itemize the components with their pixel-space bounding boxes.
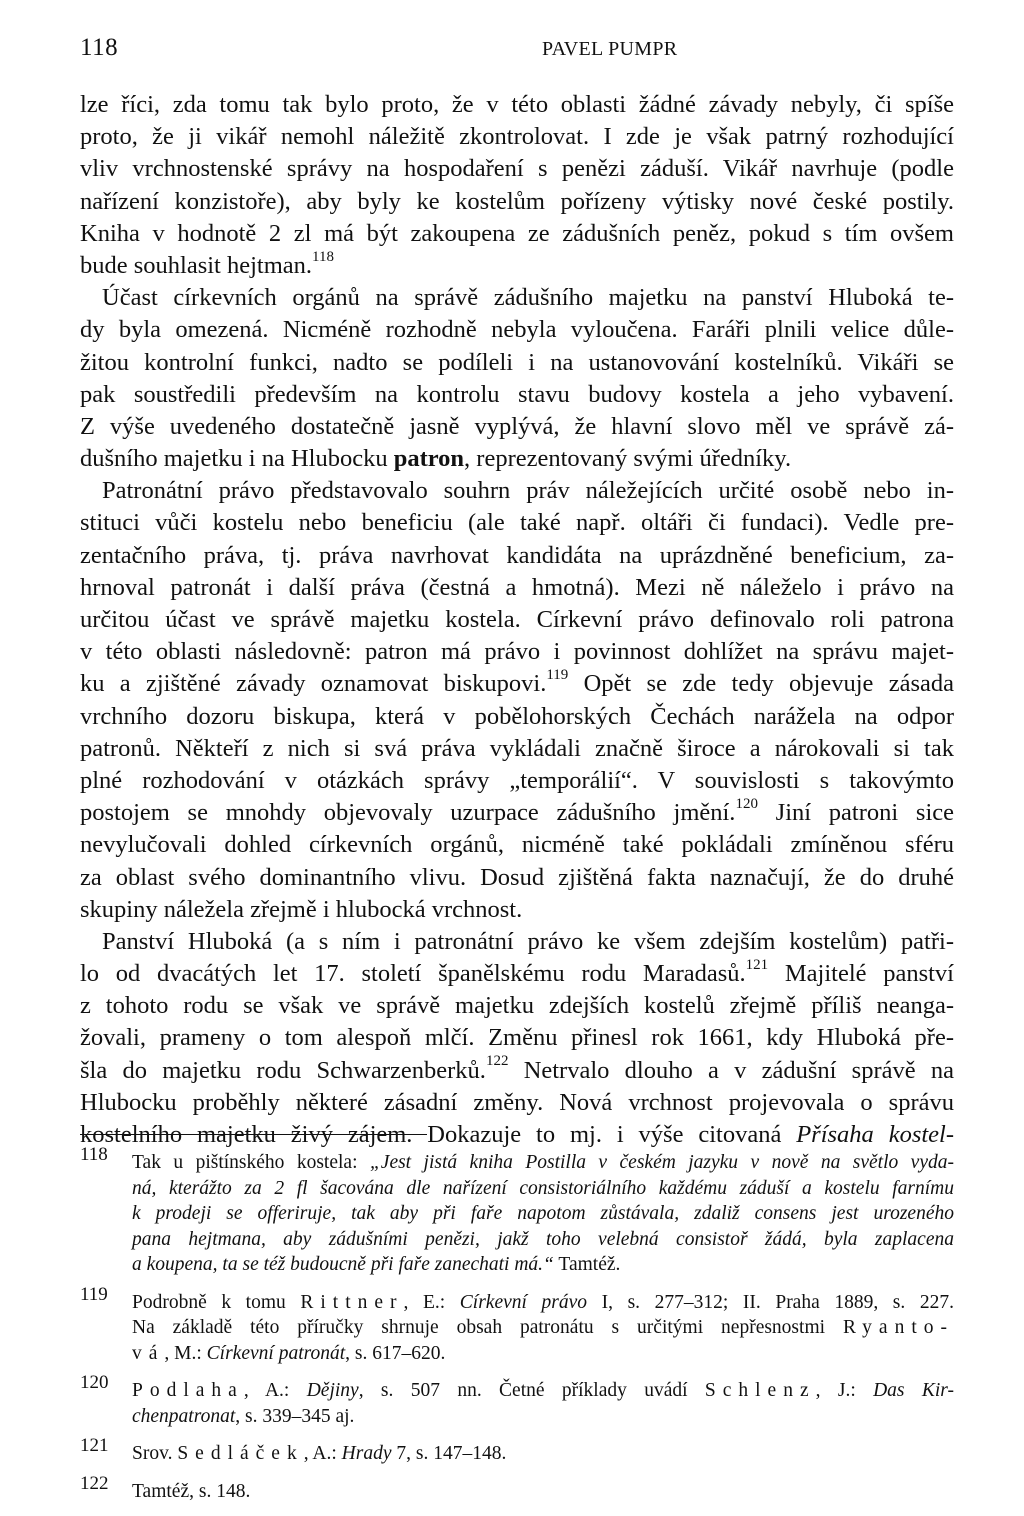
footnote-text: Podrobně k tomu (132, 1291, 301, 1313)
text-line: nařízení konzistoře), aby byly ke kostelům pořízeny výtisky nové české postily. (80, 187, 954, 215)
text-line: Kniha v hodnotě 2 zl má být zakoupena ze zádušních peněz, pokud s tím ovšem (80, 219, 954, 247)
running-head: PAVEL PUMPR (542, 38, 678, 60)
footnote-number: 118 (80, 1144, 108, 1165)
footnote-line (132, 1227, 954, 1253)
footnote-text: , J.: (815, 1380, 874, 1401)
work-title: Církevní právo (459, 1291, 588, 1313)
text-segment: kostelního majetku živý zájem. Dokazuje to mj. i výše citovaná (80, 1121, 782, 1148)
footnote-line (132, 1315, 954, 1341)
text-line: dy byla omezená. Nicméně rozhodně nebyla vyloučena. Faráři plnili velice důle- (80, 316, 954, 344)
text-line: proto, že ji vikář nemohl náležitě zkontrolovat. I zde je však patrný rozhodující (80, 123, 954, 151)
footnote-text: , A.: (303, 1443, 342, 1464)
text-segment: ku a zjištěné závady oznamovat biskupovi. (80, 670, 547, 698)
text-line: žovali, prameny o tom alespoň mlčí. Změnu přinesl rok 1661, kdy Hluboká pře- (80, 1024, 954, 1052)
footnote-line (132, 1252, 954, 1278)
footnote-122 (80, 1472, 954, 1505)
footnote-line: Tamtéž, s. 148. (132, 1480, 251, 1502)
footnote-text: Srov. (132, 1443, 178, 1464)
footnote-line (132, 1201, 954, 1227)
footnote-text: Na základě této příručky shrnuje obsah patronátu s určitými nepřesnostmi (132, 1317, 843, 1338)
footnote-text: , E.: (403, 1291, 460, 1313)
text-line: určitou účast ve správě majetku kostela. Církevní právo definovalo roli patrona (80, 606, 954, 633)
text-segment: , reprezentovaný svými úředníky. (464, 445, 792, 473)
text-line: lze říci, zda tomu tak bylo proto, že v této oblasti žádné závady nebyly, či spíše (80, 91, 954, 118)
text-line: za oblast svého dominantního vlivu. Dosud zjištěná fakta naznačují, že do druhé (80, 863, 954, 891)
author-name: Podlaha (132, 1380, 244, 1401)
text-segment: šla do majetku rodu Schwarzenberků. (80, 1056, 486, 1084)
footnote-text: , M.: (164, 1342, 207, 1364)
footnote-118 (80, 1144, 954, 1278)
text-line: z tohoto rodu se však ve správě majetku zdejších kostelů zřejmě příliš neanga- (80, 992, 954, 1020)
text-line: zentačního práva, tj. práva navrhovat kandidáta na uprázdněné beneficium, za- (80, 541, 954, 569)
footnote-ref: 122 (485, 1053, 509, 1070)
text-line: skupiny náležela zřejmě i hlubocká vrchnost. (80, 895, 523, 923)
footnote-quote: pana hejtmana, aby zádušními penězi, jakž toho velebná consistoř žádá, byla zaplacena (132, 1228, 954, 1250)
author-name: vá (132, 1342, 165, 1364)
text-line (80, 797, 954, 829)
text-segment: Jiní patroni sice (757, 799, 954, 827)
footnote-number: 122 (80, 1472, 109, 1494)
footnote-ref: 118 (312, 248, 334, 265)
text-line: Patronátní právo představovalo souhrn práv náležejících určité osobě nebo in- (102, 477, 954, 505)
footnote-line (132, 1404, 954, 1430)
footnote-line (132, 1176, 954, 1202)
footnote-number: 119 (80, 1283, 108, 1305)
author-name: Ryanto- (842, 1317, 954, 1338)
text-line: Z výše uvedeného dostatečně jasně vyplývá, že hlavní slovo měl ve správě zá- (80, 412, 954, 440)
work-title: Církevní patronát (206, 1342, 346, 1364)
footnote-rule (80, 1134, 427, 1135)
text-line: Hlubocku proběhly některé zásadní změny. Nová vrchnost projevovala o správu (80, 1088, 954, 1116)
text-line (80, 250, 954, 282)
footnote-text: , s. 617–620. (345, 1342, 446, 1364)
text-line (80, 1119, 954, 1151)
footnote-text: I, s. 277–312; II. Praha 1889, s. 227. (587, 1291, 954, 1313)
text-line (80, 443, 954, 475)
footnote-number: 120 (80, 1372, 109, 1393)
text-segment: Opět se zde tedy objevuje zásada (568, 670, 954, 698)
text-line: vliv vrchnostenské správy na hospodaření s penězi záduší. Vikář navrhuje (podle (80, 155, 954, 183)
text-segment: Majitelé panství (768, 960, 954, 988)
text-line: Panství Hluboká (a s ním i patronátní právo ke všem zdejším kostelům) patři- (102, 927, 954, 955)
footnote-quote: ná, kterážto za 2 fl šacována dle nařízení consistoriálního každému záduší a kostelu farnímu (132, 1177, 954, 1199)
text-line: v této oblasti následovně: patron má právo i povinnost dohlížet na správu majet- (80, 638, 954, 666)
text-segment: Netrvalo dlouho a v zádušní správě na (508, 1056, 954, 1084)
footnote-120 (80, 1372, 954, 1429)
text-segment: lo od dvacátých let 17. století španělskému rodu Maradasů. (80, 960, 746, 988)
work-title: Hrady (341, 1443, 392, 1464)
text-line: vrchního dozoru biskupa, která v pobělohorských Čechách narážela na odpor (80, 702, 954, 730)
footnote-ref: 121 (745, 956, 769, 973)
footnote-text: Tamtéž. (553, 1254, 621, 1275)
author-name: Schlenz (704, 1380, 816, 1401)
work-title: Das Kir- (873, 1380, 954, 1401)
text-line (80, 668, 954, 700)
footnote-ref: 120 (735, 795, 758, 812)
footnote-line (132, 1150, 954, 1176)
footnote-text: , A.: (243, 1380, 307, 1401)
text-line: stituci vůči kostelu nebo beneficiu (ale také např. oltáři či fundaci). Vedle pre- (80, 509, 954, 537)
text-line: Účast církevních orgánů na správě zádušního majetku na panství Hluboká te- (102, 284, 954, 312)
footnotes (80, 1144, 954, 1516)
text-line (80, 1055, 954, 1087)
text-segment: bude souhlasit hejtman. (80, 251, 313, 279)
footnote-121 (80, 1435, 954, 1467)
text-line: patronů. Někteří z nich si svá práva vykládali značně široce a nárokovali si tak (80, 734, 954, 762)
text-line: nevylučovali dohled církevních orgánů, nicméně také pokládali zmíněnou sféru (80, 831, 954, 859)
text-line: pak soustředili především na kontrolu stavu budovy kostela a jeho vybavení. (80, 380, 954, 408)
footnote-text: , s. 339–345 aj. (235, 1405, 355, 1427)
footnote-line (132, 1341, 954, 1367)
footnote-line (132, 1441, 954, 1467)
footnote-number: 121 (80, 1435, 109, 1456)
footnote-quote: a koupena, ta se též budoucně při faře zanechati má.“ (132, 1254, 554, 1275)
work-title: Dějiny (306, 1380, 359, 1401)
text-line: plné rozhodování v otázkách správy „temporálií“. V souvislosti s takovýmto (80, 766, 954, 794)
footnote-119 (80, 1283, 954, 1367)
text-line (80, 958, 954, 990)
footnote-text: Tak u pištínského kostela: (132, 1152, 370, 1173)
footnote-text: , s. 507 nn. Četné příklady uvádí (358, 1380, 705, 1401)
footnote-quote: „Jest jistá kniha Postilla v českém jazyku v nově na světlo vyda- (369, 1152, 954, 1173)
page-number: 118 (80, 34, 119, 61)
text-segment: dušního majetku i na Hlubocku (80, 445, 388, 473)
footnote-quote: k prodeji se offeriruje, tak aby při faře napotom zůstávala, zdaliž consens jest urozeného (132, 1203, 954, 1224)
author-name: Sedláček (177, 1443, 304, 1464)
body-text (80, 89, 954, 1151)
footnote-line (132, 1290, 954, 1316)
text-segment: postojem se mnohdy objevovaly uzurpace zádušního jmění. (80, 799, 736, 827)
footnote-ref: 119 (546, 667, 569, 684)
text-line: žitou kontrolní funkci, nadto se podíleli i na ustanovování kostelníků. Vikáři se (80, 348, 954, 376)
text-line: hrnoval patronát i další práva (čestná a hmotná). Mezi ně náleželo i právo na (80, 573, 954, 601)
footnote-line (132, 1378, 954, 1404)
author-name: Rittner (300, 1291, 404, 1313)
italic-title: Přísaha kostel- (796, 1121, 954, 1148)
page-header (80, 34, 954, 66)
footnote-text: 7, s. 147–148. (391, 1443, 507, 1464)
bold-term: patron (393, 445, 465, 473)
work-title: chenpatronat (132, 1405, 236, 1427)
